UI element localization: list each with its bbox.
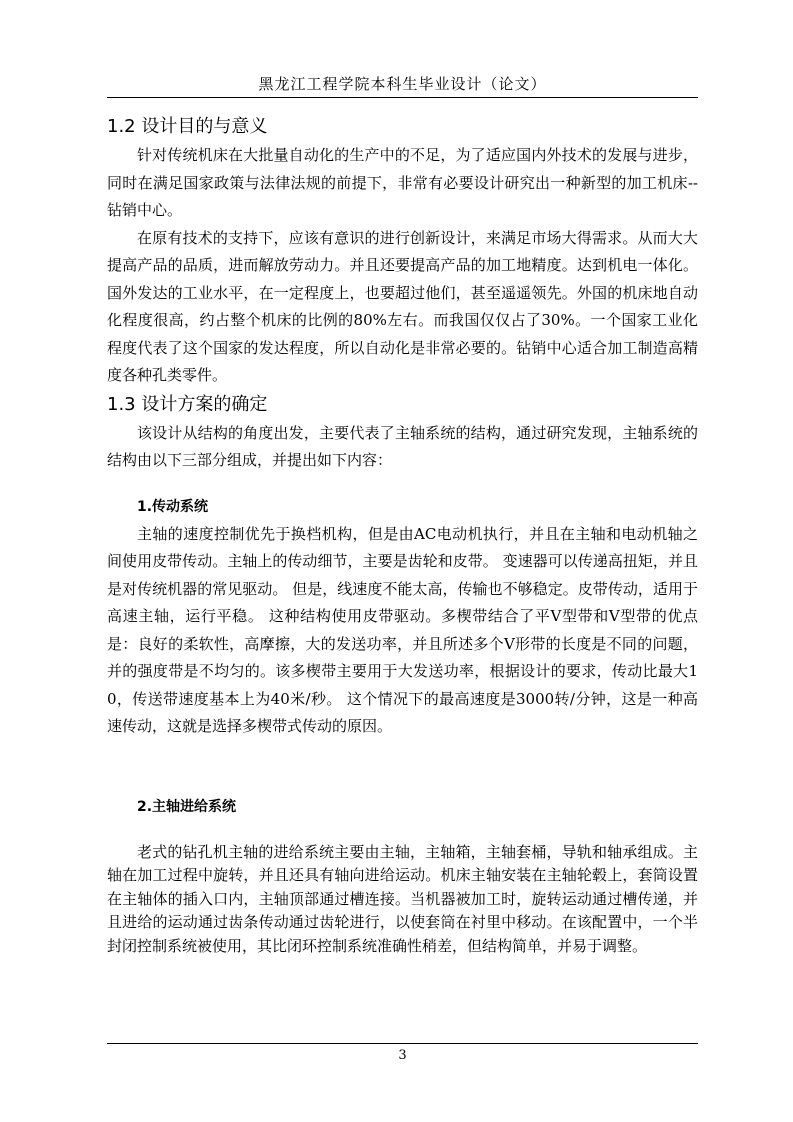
paragraph: 该设计从结构的角度出发，主要代表了主轴系统的结构，通过研究发现，主轴系统的结构由以下三部分组成，并提出如下内容： xyxy=(107,423,698,469)
header-title: 黑龙江工程学院本科生毕业设计（论文） xyxy=(258,75,547,93)
page-header xyxy=(107,72,698,98)
section-title-1-2: 1.2 设计目的与意义 xyxy=(107,116,268,137)
subsection-title-transmission: 1.传动系统 xyxy=(137,498,209,515)
paragraph: 主轴的速度控制优先于换档机构，但是由AC电动机执行，并且在主轴和电动机轴之间使用皮带传动。主轴上的传动细节，主要是齿轮和皮带。 变速器可以传递高扭矩，并且是对传统机器的常见驱动。 但是，线速度不能太高，传输也不够稳定。皮带传动，适用于高速主轴，运行平稳。 这种结构使用皮带驱动。多楔带结合了平V型带和V型带的优点是：良好的柔软性，高摩擦，大的发送功率，并且所述多个V形带的长度是不同的问题，并的强度带是不均匀的。该多楔带主要用于大发送功率，根据设计的要求，传动比最大10，传送带速度基本上为40米/秒。 这个情况下的最高速度是3000转/分钟，这是一种高速传动，这就是选择多楔带式传动的原因。 xyxy=(107,524,698,735)
section-title-1-3: 1.3 设计方案的确定 xyxy=(107,393,268,415)
paragraph: 针对传统机床在大批量自动化的生产中的不足，为了适应国内外技术的发展与进步，同时在满足国家政策与法律法规的前提下，非常有必要设计研究出一种新型的加工机床--钻销中心。 xyxy=(107,146,698,219)
paragraph: 老式的钻孔机主轴的进给系统主要由主轴，主轴箱，主轴套桶，导轨和轴承组成。主轴在加工过程中旋转，并且还具有轴向进给运动。机床主轴安装在主轴轮毂上，套筒设置在主轴体的插入口内，主轴顶部通过槽连接。当机器被加工时，旋转运动通过槽传递，并且进给的运动通过齿条传动通过齿轮进行，以使套筒在衬里中移动。在该配置中，一个半封闭控制系统被使用，其比闭环控制系统准确性稍差，但结构简单，并易于调整。 xyxy=(107,842,698,955)
page-footer xyxy=(107,1043,698,1063)
paragraph: 在原有技术的支持下，应该有意识的进行创新设计，来满足市场大得需求。从而大大提高产品的品质，进而解放劳动力。并且还要提高产品的加工地精度。达到机电一体化。国外发达的工业水平，在一定程度上，也要超过他们，甚至遥遥领先。外国的机床地自动化程度很高，约占整个机床的比例的80%左右。而我国仅仅占了30%。一个国家工业化程度代表了这个国家的发达程度，所以自动化是非常必要的。钻销中心适合加工制造高精度各种孔类零件。 xyxy=(107,228,698,384)
subsection-title-spindle-feed: 2.主轴进给系统 xyxy=(137,798,237,815)
page-content xyxy=(107,112,698,958)
page-number: 3 xyxy=(398,1048,407,1063)
